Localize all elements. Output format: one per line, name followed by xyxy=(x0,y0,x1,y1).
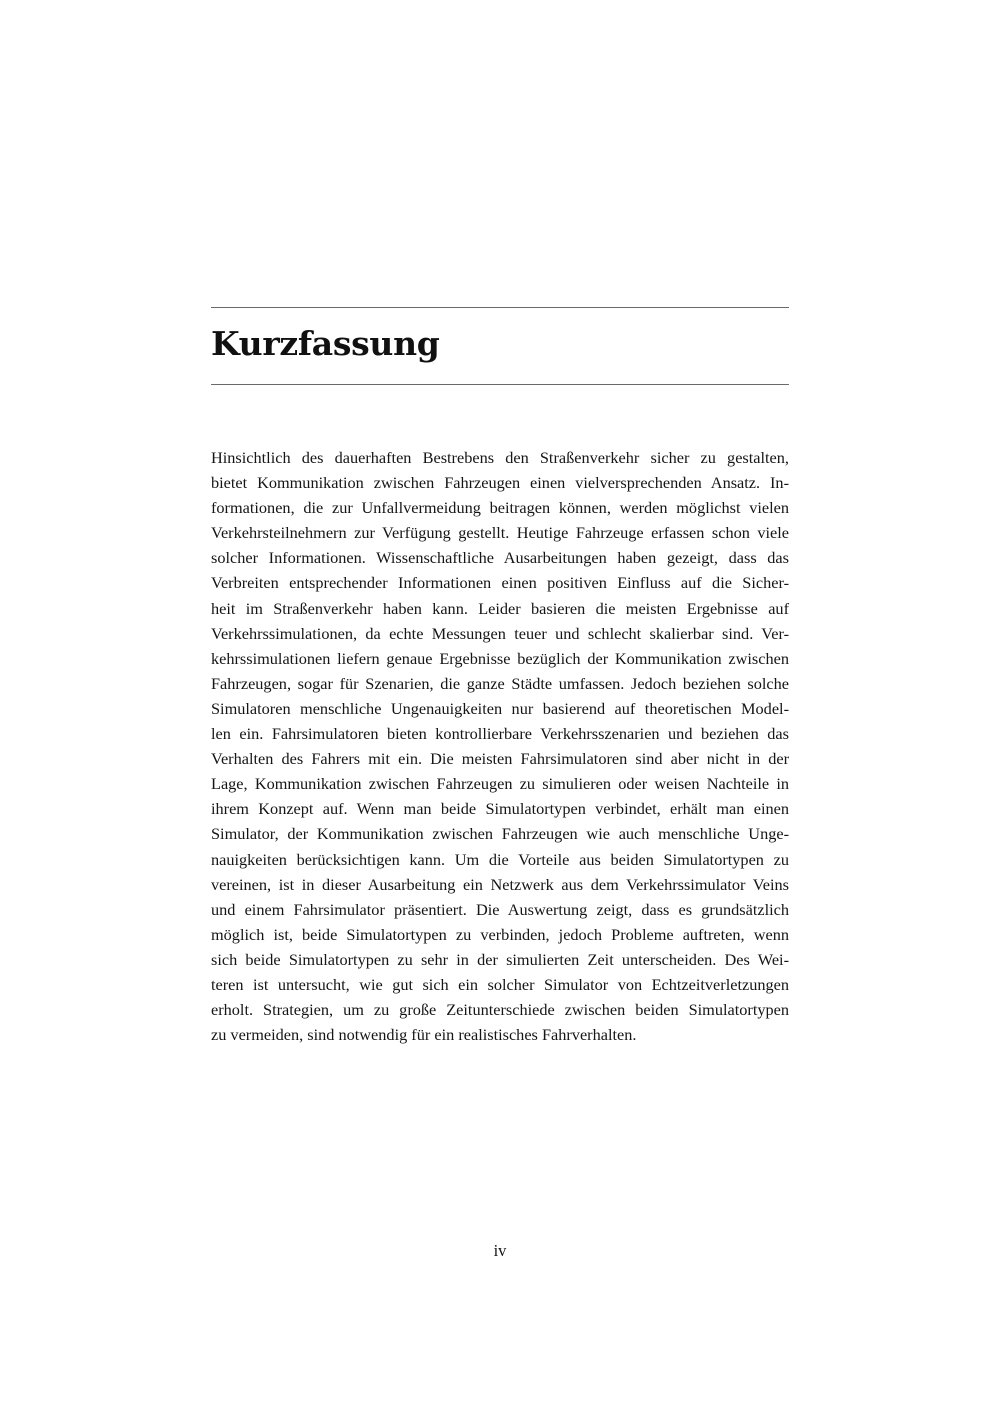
abstract-line: ihrem Konzept auf. Wenn man beide Simulatortypen verbindet, erhält man einen xyxy=(211,799,789,819)
abstract-line: Fahrzeugen, sogar für Szenarien, die ganze Städte umfassen. Jedoch beziehen solche xyxy=(211,673,789,693)
heading-top-rule xyxy=(211,307,789,308)
abstract-line: Verbreiten entsprechender Informationen einen positiven Einfluss auf die Sicher- xyxy=(211,573,789,593)
abstract-line: teren ist untersucht, wie gut sich ein solcher Simulator von Echtzeitverletzungen xyxy=(211,974,789,994)
abstract-line: Simulator, der Kommunikation zwischen Fahrzeugen wie auch menschliche Unge- xyxy=(211,824,789,844)
abstract-line: und einem Fahrsimulator präsentiert. Die Auswertung zeigt, dass es grundsätzlich xyxy=(211,899,789,919)
abstract-line: Lage, Kommunikation zwischen Fahrzeugen zu simulieren oder weisen Nachteile in xyxy=(211,774,789,794)
abstract-line: formationen, die zur Unfallvermeidung beitragen können, werden möglichst vielen xyxy=(211,498,789,518)
abstract-line: bietet Kommunikation zwischen Fahrzeugen einen vielversprechenden Ansatz. In- xyxy=(211,473,789,493)
heading-bottom-rule xyxy=(211,384,789,385)
abstract-line: solcher Informationen. Wissenschaftliche Ausarbeitungen haben gezeigt, dass das xyxy=(211,548,789,568)
page-title: Kurzfassung xyxy=(211,324,440,363)
abstract-line: zu vermeiden, sind notwendig für ein realistisches Fahrverhalten. xyxy=(211,1025,637,1045)
abstract-line: erholt. Strategien, um zu große Zeitunterschiede zwischen beiden Simulatortypen xyxy=(211,1000,789,1020)
abstract-body xyxy=(211,445,789,1047)
abstract-line: len ein. Fahrsimulatoren bieten kontrollierbare Verkehrsszenarien und beziehen das xyxy=(211,724,789,744)
abstract-line: Hinsichtlich des dauerhaften Bestrebens den Straßenverkehr sicher zu gestalten, xyxy=(211,448,789,467)
abstract-line: Simulatoren menschliche Ungenauigkeiten nur basierend auf theoretischen Model- xyxy=(211,698,789,718)
abstract-line: vereinen, ist in dieser Ausarbeitung ein Netzwerk aus dem Verkehrssimulator Veins xyxy=(211,874,789,894)
abstract-line: Verkehrssimulationen, da echte Messungen teuer und schlecht skalierbar sind. Ver- xyxy=(211,623,789,643)
abstract-line: sich beide Simulatortypen zu sehr in der simulierten Zeit unterscheiden. Des Wei- xyxy=(211,949,789,969)
abstract-line: Verkehrsteilnehmern zur Verfügung gestellt. Heutige Fahrzeuge erfassen schon viele xyxy=(211,523,789,543)
abstract-line: Verhalten des Fahrers mit ein. Die meisten Fahrsimulatoren sind aber nicht in der xyxy=(211,749,789,769)
abstract-line: kehrssimulationen liefern genaue Ergebnisse bezüglich der Kommunikation zwischen xyxy=(211,648,789,668)
page-number: iv xyxy=(493,1241,507,1260)
abstract-line: möglich ist, beide Simulatortypen zu verbinden, jedoch Probleme auftreten, wenn xyxy=(211,924,789,944)
abstract-line: nauigkeiten berücksichtigen kann. Um die Vorteile aus beiden Simulatortypen zu xyxy=(211,849,789,869)
abstract-line: heit im Straßenverkehr haben kann. Leider basieren die meisten Ergebnisse auf xyxy=(211,598,789,618)
